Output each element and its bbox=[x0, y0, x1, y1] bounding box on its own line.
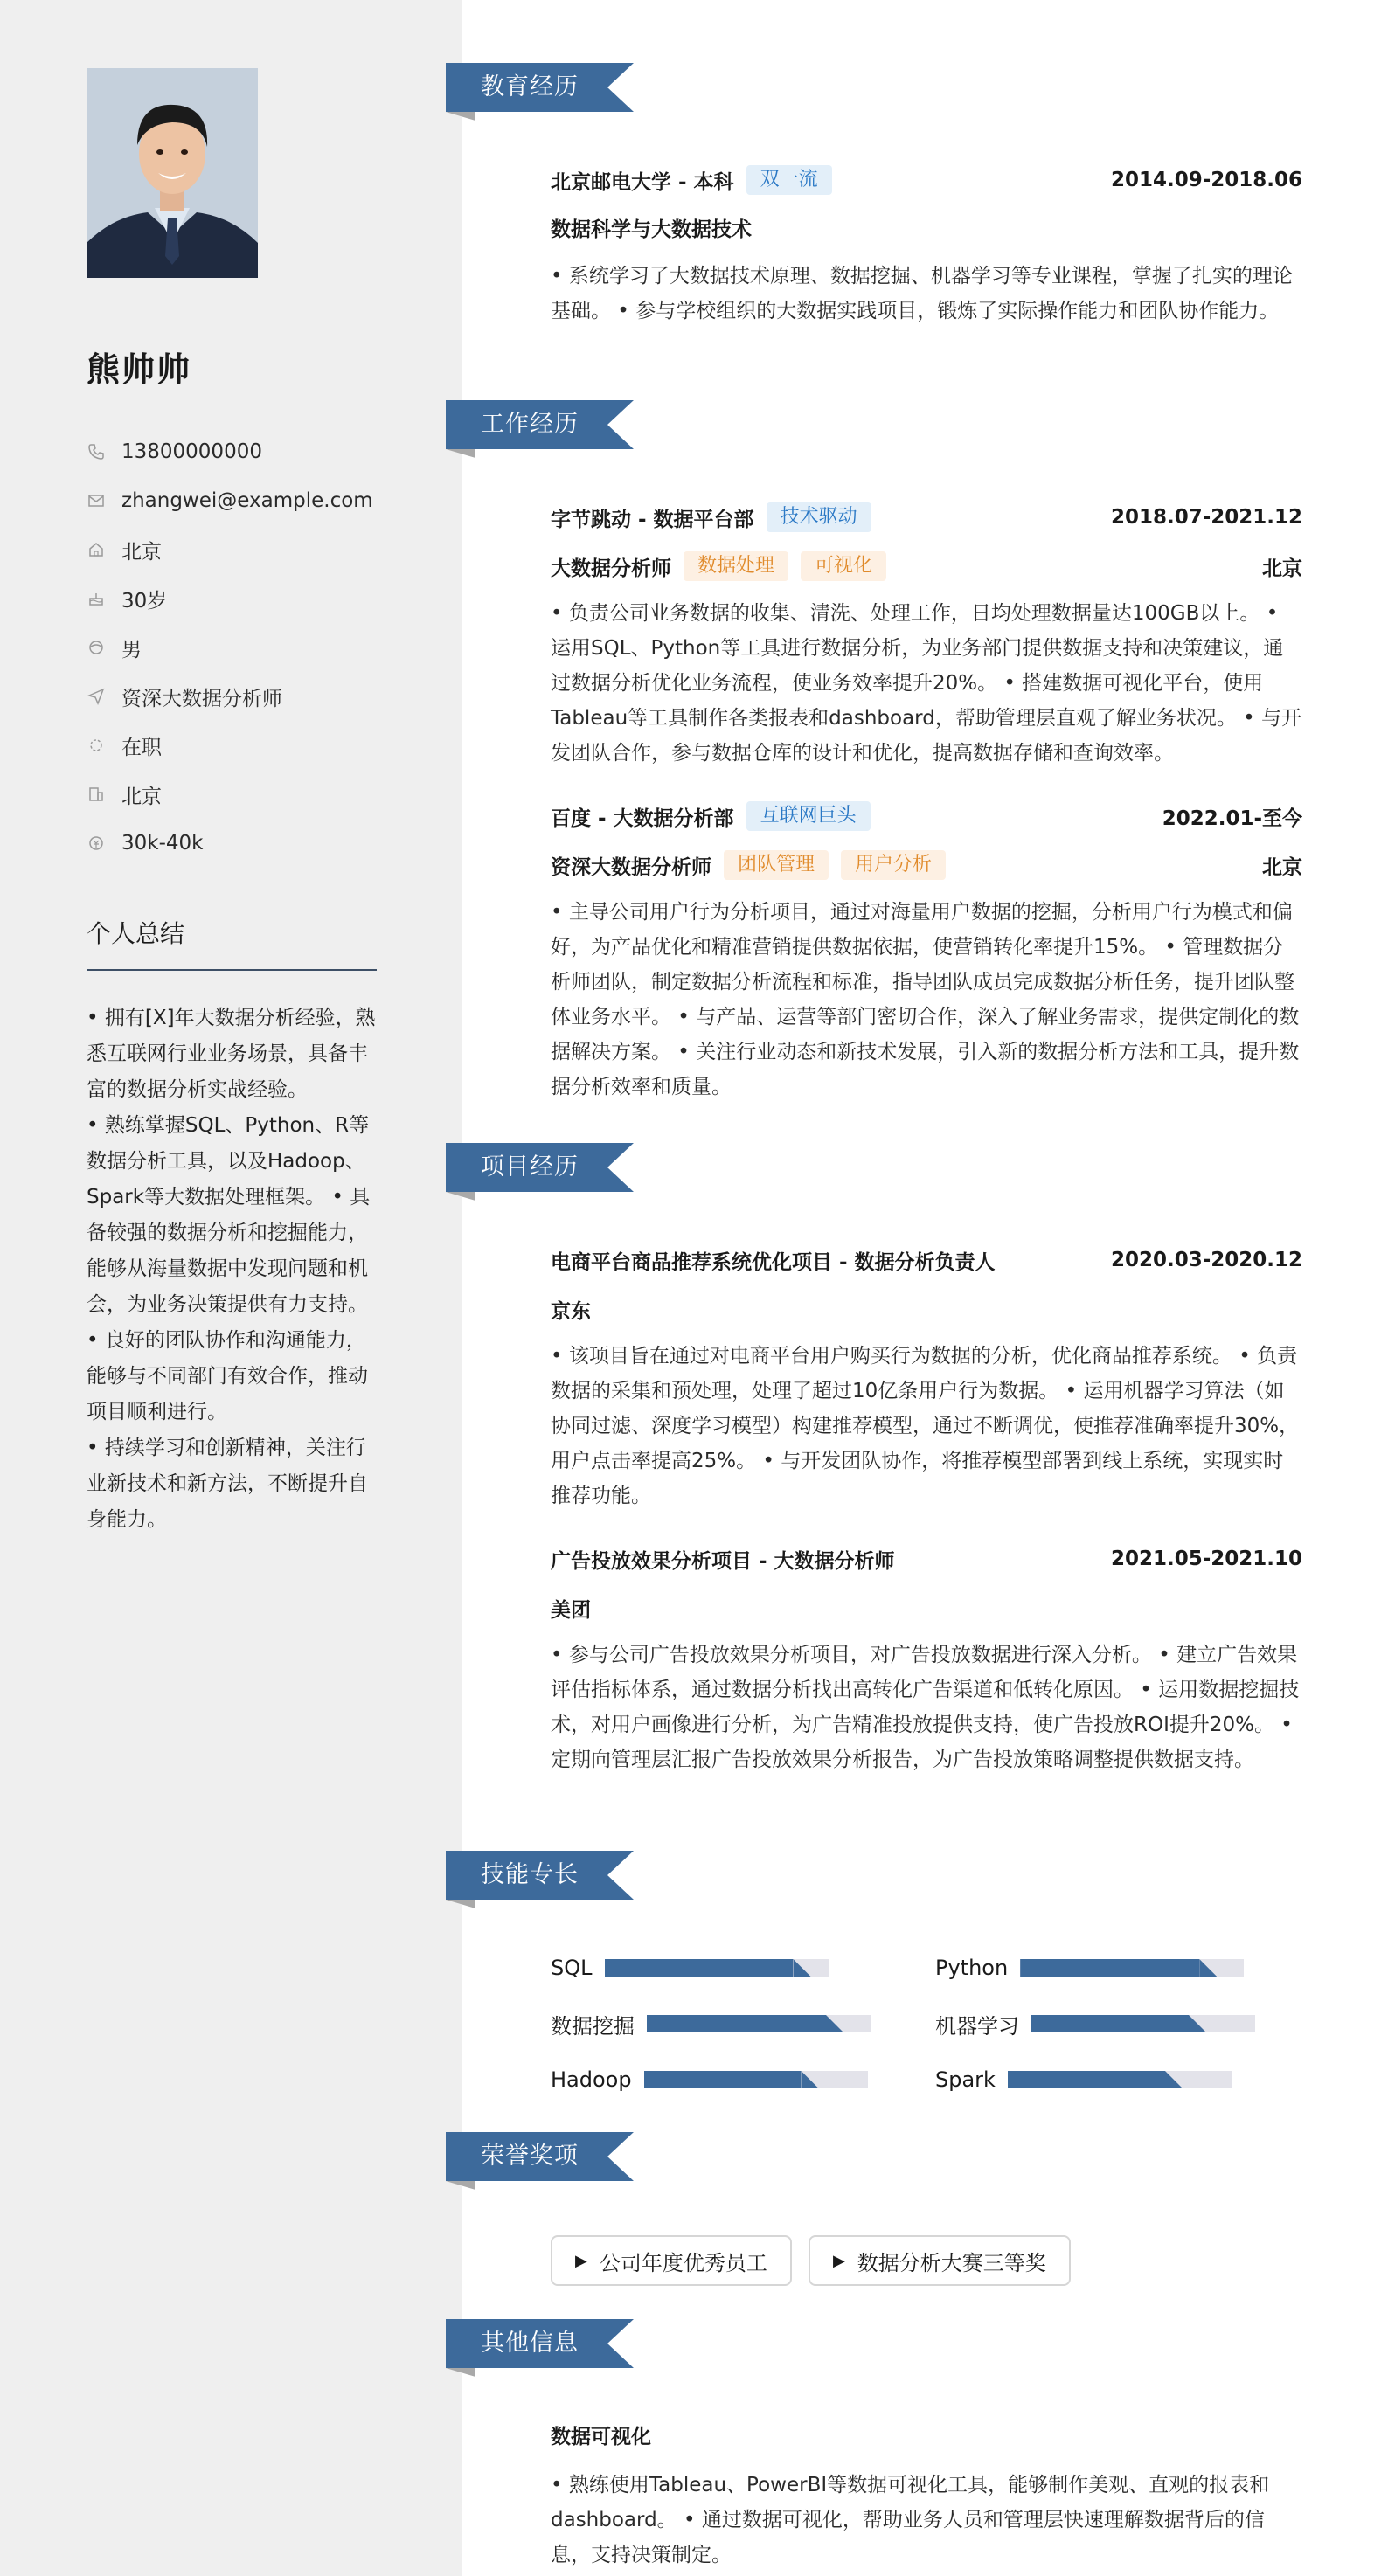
cake-icon bbox=[87, 589, 106, 608]
contact-text: 13800000000 bbox=[121, 440, 262, 463]
entry-header bbox=[551, 500, 1302, 535]
section-title: 其他信息 bbox=[481, 2330, 579, 2357]
section-title: 荣誉奖项 bbox=[481, 2143, 579, 2170]
skill-bar bbox=[1031, 2015, 1255, 2032]
school-name: 北京邮电大学 - 本科 bbox=[551, 170, 734, 194]
contact-list bbox=[87, 427, 462, 868]
entry-description: • 熟练使用Tableau、PowerBI等数据可视化工具，能够制作美观、直观的报表和dashboard。 • 通过数据可视化，帮助业务人员和管理层快速理解数据背后的信息，支持决策制定。 bbox=[551, 2474, 1270, 2566]
entry-date: 2021.05-2021.10 bbox=[1110, 1548, 1302, 1570]
entry-date: 2020.03-2020.12 bbox=[1110, 1249, 1302, 1271]
skills-grid bbox=[551, 1950, 1302, 2125]
contact-title bbox=[87, 672, 462, 721]
entry-subheader bbox=[551, 1590, 1302, 1625]
role-tag: 用户分析 bbox=[841, 850, 946, 880]
role-tag: 数据处理 bbox=[684, 551, 788, 581]
contact-text: 男 bbox=[121, 638, 142, 661]
section-header bbox=[446, 2319, 638, 2368]
skill-bar-fill bbox=[644, 2071, 802, 2088]
skill-bar-tip bbox=[826, 2015, 843, 2032]
award-list bbox=[551, 2235, 1302, 2286]
skill-bar bbox=[647, 2015, 871, 2032]
skill-label: Spark bbox=[935, 2067, 996, 2092]
company-name: 字节跳动 - 数据平台部 bbox=[551, 508, 754, 531]
role-tag: 团队管理 bbox=[724, 850, 829, 880]
section-header bbox=[446, 63, 638, 112]
skill-bar-fill bbox=[605, 1959, 794, 1977]
contact-phone bbox=[87, 427, 462, 476]
section-header bbox=[446, 2132, 638, 2181]
role-name: 大数据分析师 bbox=[551, 557, 671, 580]
education-entry bbox=[551, 163, 1302, 329]
mail-icon bbox=[87, 491, 106, 510]
section-other bbox=[446, 2319, 1388, 2573]
company-tag: 技术驱动 bbox=[767, 502, 871, 532]
section-education bbox=[446, 63, 1388, 377]
skill-bar-tip bbox=[1165, 2071, 1183, 2088]
skill-item bbox=[935, 2006, 1255, 2041]
skill-bar-tip bbox=[1189, 2015, 1206, 2032]
award-item bbox=[809, 2235, 1071, 2286]
skill-bar-fill bbox=[1031, 2015, 1189, 2032]
building-icon bbox=[87, 785, 106, 804]
skill-label: Hadoop bbox=[551, 2067, 632, 2092]
company-tag: 互联网巨头 bbox=[746, 801, 871, 831]
skill-label: Python bbox=[935, 1956, 1009, 1980]
skill-item bbox=[935, 2062, 1232, 2097]
entry-subheader bbox=[551, 549, 1302, 584]
phone-icon bbox=[87, 442, 106, 461]
contact-text: 30k-40k bbox=[121, 832, 204, 855]
play-icon: ▶ bbox=[832, 2251, 845, 2270]
profile-photo bbox=[87, 68, 258, 278]
skill-bar bbox=[605, 1959, 829, 1977]
skill-bar-tip bbox=[802, 2071, 819, 2088]
home-icon bbox=[87, 540, 106, 559]
entry-city: 北京 bbox=[1262, 855, 1302, 879]
contact-gender bbox=[87, 623, 462, 672]
project-org: 美团 bbox=[551, 1598, 591, 1622]
entry-header bbox=[551, 163, 1302, 197]
entry-date: 2014.09-2018.06 bbox=[1110, 169, 1302, 191]
skill-bar-fill bbox=[647, 2015, 826, 2032]
entry-description: • 负责公司业务数据的收集、清洗、处理工作，日均处理数据量达100GB以上。 • 运用SQL、Python等工具进行数据分析，为业务部门提供数据支持和决策建议，通过数据分析优化业务流程，使业务效率提升20%。 • 搭建数据可视化平台，使用Tableau等工具制作各类报表和dashboard，帮助管理层直观了解业务状况。 • 与开发团队合作，参与数据仓库的设计和优化，提高数据存储和查询效率。 bbox=[551, 602, 1302, 765]
skill-bar bbox=[1020, 1959, 1244, 1977]
major-name: 数据科学与大数据技术 bbox=[551, 218, 752, 241]
summary-paragraph: • 持续学习和创新精神，关注行业新技术和新方法，不断提升自身能力。 bbox=[87, 1437, 368, 1531]
project-entry bbox=[551, 1541, 1302, 1777]
section-title: 技能专长 bbox=[481, 1861, 579, 1888]
summary-title: 个人总结 bbox=[87, 915, 377, 971]
contact-age bbox=[87, 574, 462, 623]
company-name: 百度 - 大数据分析部 bbox=[551, 807, 734, 830]
skill-bar bbox=[1008, 2071, 1232, 2088]
contact-email bbox=[87, 476, 462, 525]
section-title: 项目经历 bbox=[481, 1153, 579, 1181]
main-content bbox=[446, 0, 1388, 2576]
entry-header bbox=[551, 1243, 1302, 1278]
gender-icon bbox=[87, 638, 106, 657]
school-tag: 双一流 bbox=[746, 165, 832, 195]
skill-item bbox=[551, 2062, 868, 2097]
contact-text: 在职 bbox=[121, 736, 162, 759]
entry-subheader bbox=[551, 848, 1302, 883]
project-title: 电商平台商品推荐系统优化项目 - 数据分析负责人 bbox=[551, 1250, 996, 1274]
section-title: 工作经历 bbox=[481, 411, 579, 438]
contact-location bbox=[87, 525, 462, 574]
skill-item bbox=[551, 2006, 871, 2041]
other-entry bbox=[551, 2417, 1302, 2573]
skill-item bbox=[551, 1950, 829, 1985]
entry-description: • 主导公司用户行为分析项目，通过对海量用户数据的挖掘，分析用户行为模式和偏好，为产品优化和精准营销提供数据依据，使营销转化率提升15%。 • 管理数据分析师团队，制定数据分析流程和标准，指导团队成员完成数据分析任务，提升团队整体业务水平。 • 与产品、运营等部门密切合作，深入了解业务需求，提供定制化的数据解决方案。 • 关注行业动态和新技术发展，引入新的数据分析方法和工具，提升数据分析效率和质量。 bbox=[551, 901, 1300, 1098]
contact-text: 30岁 bbox=[121, 589, 168, 613]
project-org: 京东 bbox=[551, 1299, 591, 1323]
send-icon bbox=[87, 687, 106, 706]
entry-description: • 系统学习了大数据技术原理、数据挖掘、机器学习等专业课程，掌握了扎实的理论基础。 • 参与学校组织的大数据实践项目，锻炼了实际操作能力和团队协作能力。 bbox=[551, 265, 1293, 322]
award-label: 数据分析大赛三等奖 bbox=[857, 2250, 1046, 2275]
contact-text: zhangwei@example.com bbox=[121, 489, 373, 512]
entry-subheader bbox=[551, 1291, 1302, 1326]
award-item bbox=[551, 2235, 792, 2286]
entry-date: 2018.07-2021.12 bbox=[1110, 506, 1302, 529]
entry-header bbox=[551, 2417, 1302, 2452]
section-work bbox=[446, 400, 1388, 1117]
work-entry bbox=[551, 799, 1302, 1104]
section-awards bbox=[446, 2132, 1388, 2307]
salary-icon bbox=[87, 834, 106, 853]
entry-city: 北京 bbox=[1262, 557, 1302, 580]
contact-text: 北京 bbox=[121, 785, 162, 808]
section-header bbox=[446, 400, 638, 449]
contact-status bbox=[87, 721, 462, 770]
entry-description: • 该项目旨在通过对电商平台用户购买行为数据的分析，优化商品推荐系统。 • 负责数据的采集和预处理，处理了超过10亿条用户行为数据。 • 运用机器学习算法（如协同过滤、深度学习模型）构建推荐模型，通过不断调优，使推荐准确率提升30%，用户点击率提高25%。 • 与开发团队协作，将推荐模型部署到线上系统，实现实时推荐功能。 bbox=[551, 1345, 1300, 1507]
award-label: 公司年度优秀员工 bbox=[599, 2250, 767, 2275]
summary-text bbox=[87, 1001, 377, 1538]
skill-bar-fill bbox=[1008, 2071, 1165, 2088]
project-title: 广告投放效果分析项目 - 大数据分析师 bbox=[551, 1549, 895, 1573]
skill-bar-tip bbox=[1199, 1959, 1217, 1977]
entry-date: 2022.01-至今 bbox=[1162, 807, 1302, 830]
skill-bar-fill bbox=[1020, 1959, 1199, 1977]
section-projects bbox=[446, 1143, 1388, 1842]
project-entry bbox=[551, 1243, 1302, 1513]
section-skills bbox=[446, 1851, 1388, 2113]
skill-label: 数据挖掘 bbox=[551, 2013, 635, 2039]
entry-header bbox=[551, 799, 1302, 834]
work-entry bbox=[551, 500, 1302, 771]
skill-bar bbox=[644, 2071, 868, 2088]
skill-label: SQL bbox=[551, 1956, 593, 1980]
contact-text: 北京 bbox=[121, 540, 162, 564]
summary-paragraph: • 拥有[X]年大数据分析经验，熟悉互联网行业业务场景，具备丰富的数据分析实战经验。 bbox=[87, 1007, 376, 1101]
role-tag: 可视化 bbox=[801, 551, 886, 581]
contact-salary bbox=[87, 819, 462, 868]
status-icon bbox=[87, 736, 106, 755]
entry-subheader bbox=[551, 210, 1302, 245]
profile-name: 熊帅帅 bbox=[87, 350, 192, 389]
section-header bbox=[446, 1851, 638, 1900]
contact-city bbox=[87, 770, 462, 819]
play-icon: ▶ bbox=[575, 2251, 587, 2270]
sidebar bbox=[0, 0, 462, 2576]
other-title: 数据可视化 bbox=[551, 2425, 651, 2448]
contact-text: 资深大数据分析师 bbox=[121, 687, 282, 710]
skill-bar-tip bbox=[794, 1959, 811, 1977]
summary-paragraph: • 熟练掌握SQL、Python、R等数据分析工具，以及Hadoop、Spark等大数据处理框架。 • 具备较强的数据分析和挖掘能力，能够从海量数据中发现问题和机会，为业务决策提供有力支持。 • 良好的团队协作和沟通能力，能够与不同部门有效合作，推动项目顺利进行。 bbox=[87, 1114, 371, 1423]
section-header bbox=[446, 1143, 638, 1192]
skill-label: 机器学习 bbox=[935, 2013, 1019, 2039]
skill-item bbox=[935, 1950, 1244, 1985]
entry-description: • 参与公司广告投放效果分析项目，对广告投放数据进行深入分析。 • 建立广告效果评估指标体系，通过数据分析找出高转化广告渠道和低转化原因。 • 运用数据挖掘技术，对用户画像进行分析，为广告精准投放提供支持，使广告投放ROI提升20%。 • 定期向管理层汇报广告投放效果分析报告，为广告投放策略调整提供数据支持。 bbox=[551, 1644, 1300, 1771]
entry-header bbox=[551, 1541, 1302, 1576]
section-title: 教育经历 bbox=[481, 73, 579, 100]
role-name: 资深大数据分析师 bbox=[551, 855, 711, 879]
